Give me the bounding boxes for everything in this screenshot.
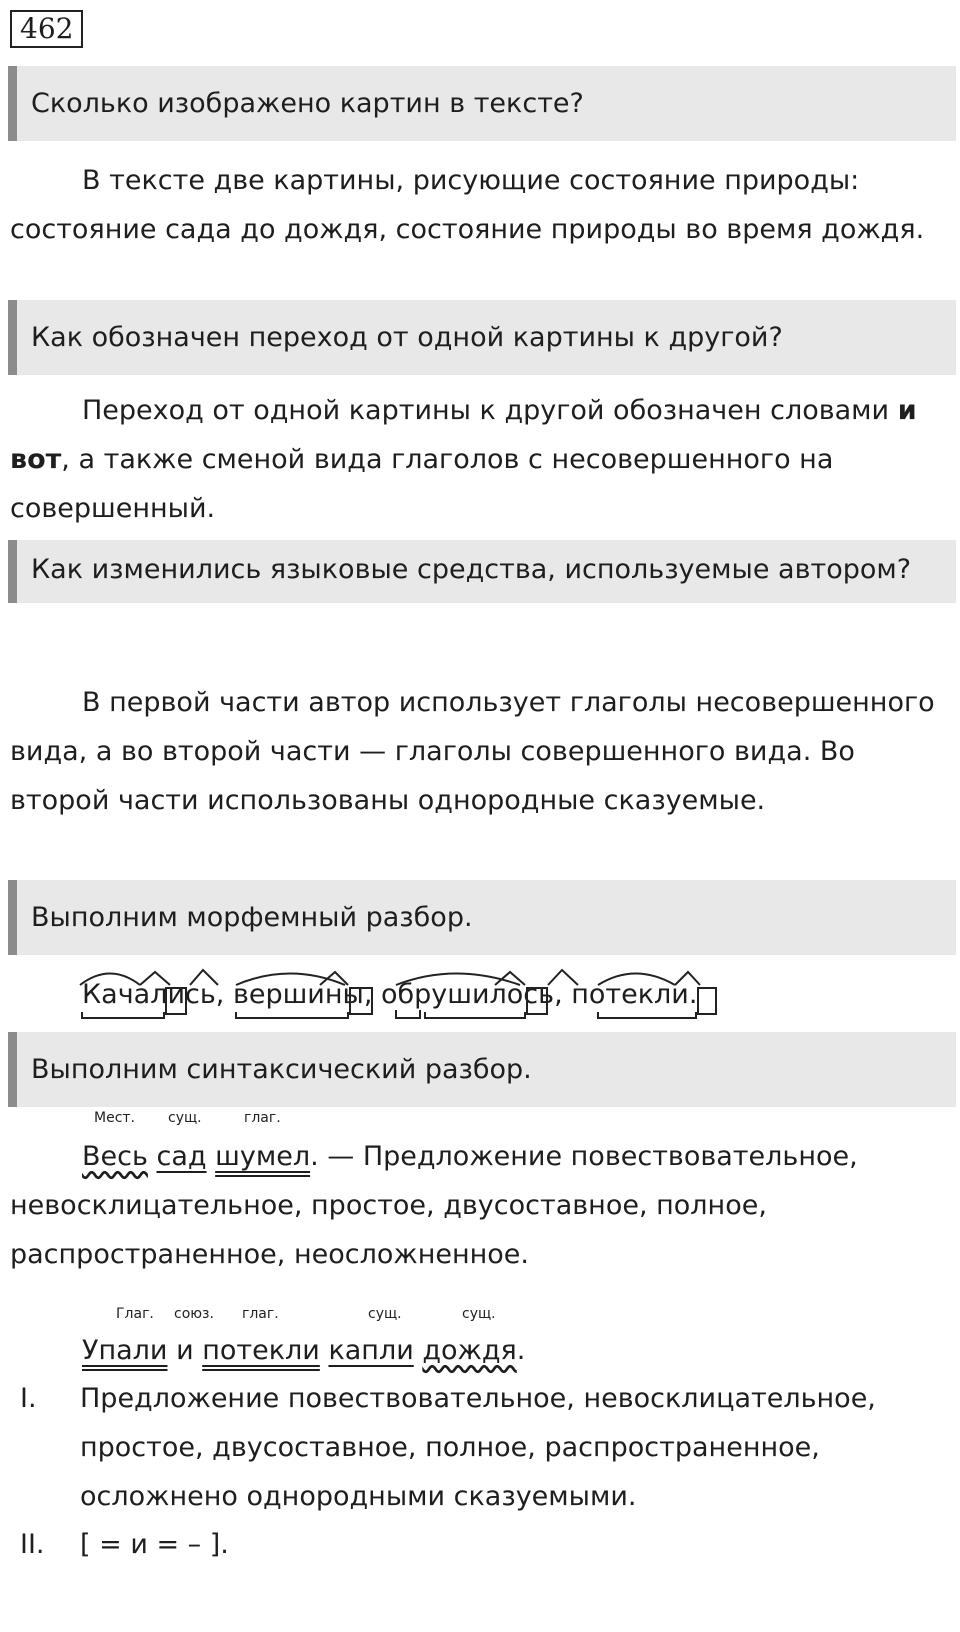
bold-phrase: и вот: [10, 395, 917, 475]
word-predicate: потекли: [202, 1335, 320, 1366]
sentence-2: Упали и потекли капли дождя.: [82, 1335, 526, 1366]
question-2: Как обозначен переход от одной картины к другой?: [8, 300, 956, 375]
question-4: Выполним морфемный разбор.: [8, 880, 956, 955]
sentence-1-analysis: Весь сад шумел. — Предложение повествовательное, невосклицательное, простое, двусоставное, полное, распространенное, неосложненное.: [10, 1141, 858, 1270]
list-marker: II.: [20, 1529, 45, 1560]
question-5: Выполним синтаксический разбор.: [8, 1032, 956, 1107]
word-subject: капли: [328, 1335, 414, 1366]
list-marker: I.: [20, 1383, 37, 1414]
pos-label: Мест.: [94, 1110, 135, 1126]
morpheme-analysis: [10, 970, 950, 1019]
pos-label: глаг.: [242, 1306, 279, 1322]
answer-3: В первой части автор использует глаголы несовершенного вида, а во второй части — глаголы совершенного вида. Во второй части использованы однородные сказуемые.: [10, 687, 935, 816]
word-subject: сад: [156, 1141, 207, 1172]
answer-2: Переход от одной картины к другой обозначен словами и вот, а также сменой вида глаголов с несовершенного на совершенный.: [10, 395, 917, 524]
morpheme-words: Качались, вершины, обрушилось, потекли.: [82, 979, 698, 1010]
word-predicate: шумел: [215, 1141, 311, 1172]
pos-label: Глаг.: [116, 1306, 154, 1322]
pos-label: сущ.: [368, 1306, 402, 1322]
word-attribute: дождя: [422, 1335, 517, 1366]
sentence-2-characteristics: Предложение повествовательное, невосклицательное, простое, двусоставное, полное, распространенное, осложнено однородными сказуемыми.: [80, 1383, 876, 1512]
word-predicate: Упали: [82, 1335, 168, 1366]
pos-label: глаг.: [244, 1110, 281, 1126]
pos-label: сущ.: [168, 1110, 202, 1126]
question-1: Сколько изображено картин в тексте?: [8, 66, 956, 141]
pos-label: сущ.: [462, 1306, 496, 1322]
question-3: Как изменились языковые средства, используемые автором?: [8, 540, 956, 603]
sentence-2-scheme: [ = и = – ].: [80, 1529, 229, 1560]
task-number: 462: [10, 10, 83, 48]
answer-1: В тексте две картины, рисующие состояние природы: состояние сада до дождя, состояние природы во время дождя.: [10, 165, 925, 245]
word-attribute: Весь: [82, 1141, 148, 1172]
pos-label: союз.: [174, 1306, 214, 1322]
